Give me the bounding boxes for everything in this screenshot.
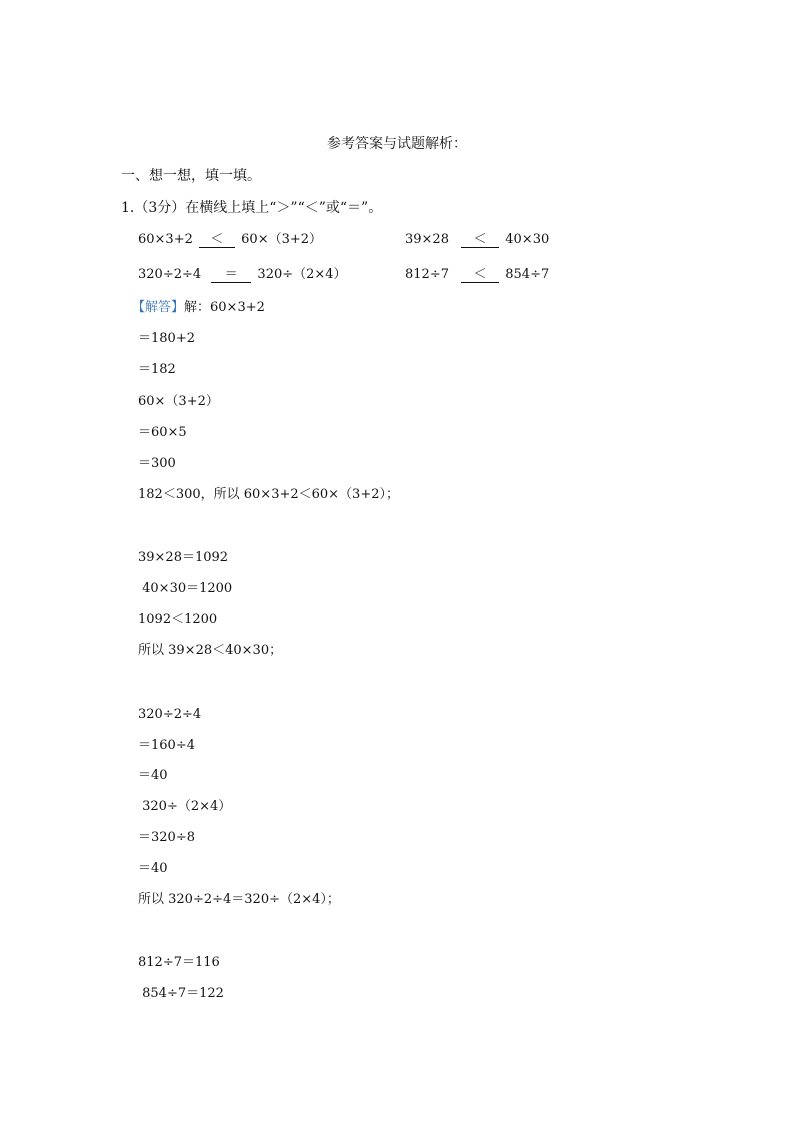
fill-item-3 <box>138 267 347 283</box>
solution-step: 182＜300，所以 60×3+2＜60×（3+2）； <box>138 487 399 502</box>
section-heading: 一、想一想，填一填。 <box>121 168 261 184</box>
solution-step: ＝40 <box>138 768 168 783</box>
fill-item-right: 320÷（2×4） <box>257 267 347 282</box>
fill-item-right: 854÷7 <box>505 267 550 282</box>
fill-item-right: 60×（3+2） <box>241 232 323 247</box>
solution-step: ＝60×5 <box>138 425 187 440</box>
solution-step: 812÷7＝116 <box>138 955 220 970</box>
solution-step: 39×28＝1092 <box>138 550 229 565</box>
fill-item-2 <box>405 232 549 248</box>
solution-step: 60×（3+2） <box>138 394 219 409</box>
solution-step: 854÷7＝122 <box>138 986 224 1001</box>
fill-item-left: 39×28 <box>405 232 449 247</box>
solution-step: ＝320÷8 <box>138 830 195 845</box>
answer-blank: ＜ <box>461 268 499 283</box>
solution-step: ＝160÷4 <box>138 738 195 753</box>
fill-item-left: 812÷7 <box>405 267 449 282</box>
answer-blank: ＜ <box>199 233 235 248</box>
question-text: 1.（3分）在横线上填上“＞”“＜”或“＝”。 <box>121 200 383 216</box>
solution-intro: 解：60×3+2 <box>184 300 265 315</box>
solution-step: 所以 320÷2÷4＝320÷（2×4）； <box>138 892 340 907</box>
fill-item-1 <box>138 232 322 248</box>
answer-blank: ＝ <box>211 268 251 283</box>
fill-item-4 <box>405 267 549 283</box>
solution-step: 40×30＝1200 <box>138 581 233 596</box>
fill-item-right: 40×30 <box>505 232 550 247</box>
solution-step: ＝300 <box>138 456 176 471</box>
solution-step: ＝40 <box>138 861 168 876</box>
page-title: 参考答案与试题解析： <box>327 136 467 152</box>
solution-tag: 【解答】 <box>132 300 185 315</box>
solution-step: ＝180+2 <box>138 331 195 346</box>
solution-step: 所以 39×28＜40×30； <box>138 643 283 658</box>
solution-step: ＝182 <box>138 362 176 377</box>
solution-step: 1092＜1200 <box>138 612 218 627</box>
solution-step: 320÷2÷4 <box>138 707 202 722</box>
solution-step: 320÷（2×4） <box>138 799 232 814</box>
solution-header <box>132 300 265 316</box>
fill-item-left: 60×3+2 <box>138 232 193 247</box>
fill-item-left: 320÷2÷4 <box>138 267 202 282</box>
answer-blank: ＜ <box>461 233 499 248</box>
